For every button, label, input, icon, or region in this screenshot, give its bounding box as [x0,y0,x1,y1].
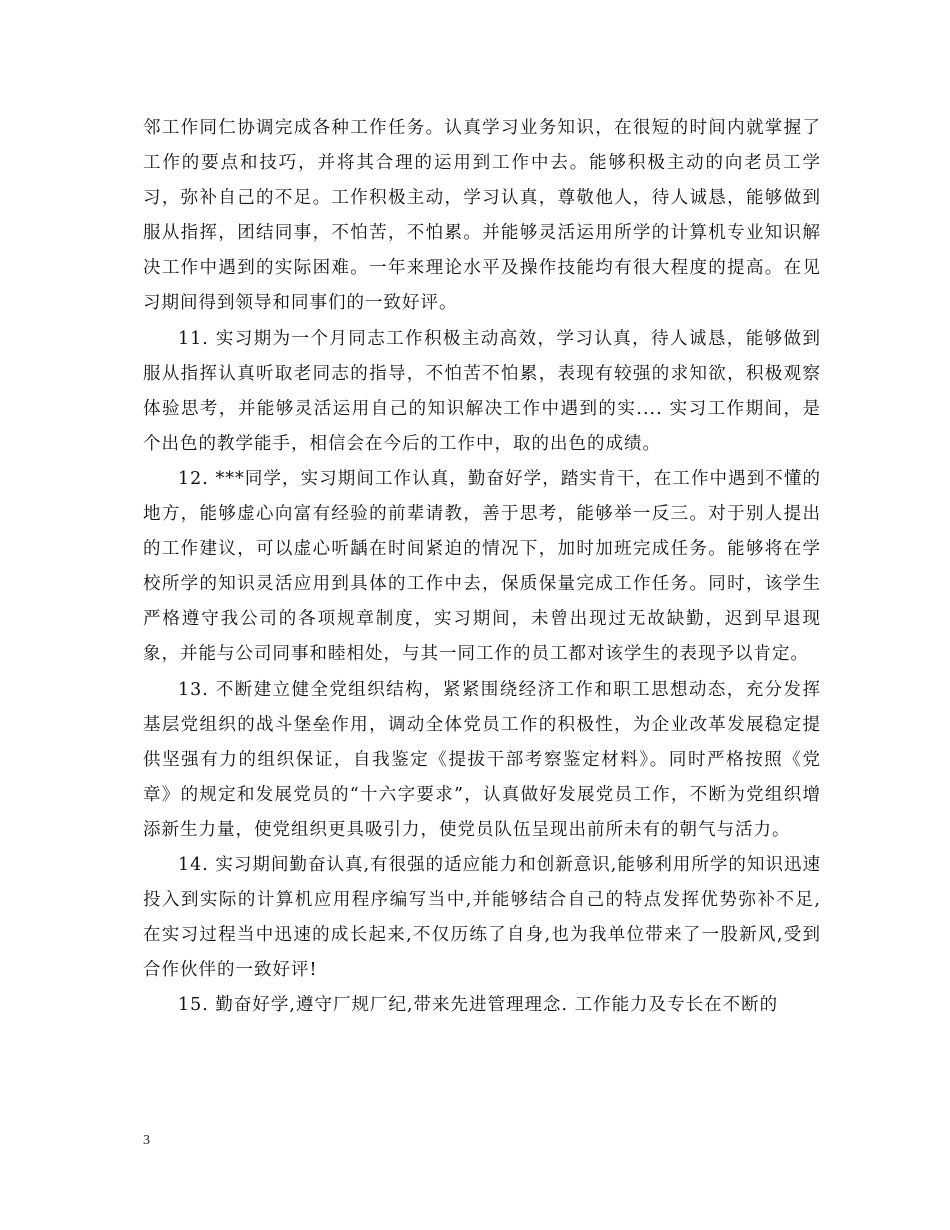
page-number: 3 [143,1133,150,1148]
paragraph-item-11: 11. 实习期为一个月同志工作积极主动高效，学习认真，待人诚恳，能够做到服从指挥认真听取老同志的指导，不怕苦不怕累，表现有较强的求知欲，积极观察体验思考，并能够灵活运用自己的知识解决工作中遇到的实.... 实习工作期间，是个出色的教学能手，相信会在今后的工作中，取的出色的成绩。 [143,328,821,454]
paragraph-item-14: 14. 实习期间勤奋认真,有很强的适应能力和创新意识,能够利用所学的知识迅速投入到实际的计算机应用程序编写当中,并能够结合自己的特点发挥优势弥补不足,在实习过程当中迅速的成长起来,不仅历练了自身,也为我单位带来了一股新风,受到合作伙伴的一致好评! [143,854,821,981]
paragraph-item-12: 12. ***同学，实习期间工作认真，勤奋好学，踏实肯干，在工作中遇到不懂的地方，能够虚心向富有经验的前辈请教，善于思考，能够举一反三。对于别人提出的工作建议，可以虚心听龋在时间紧迫的情况下，加时加班完成任务。能够将在学校所学的知识灵活应用到具体的工作中去，保质保量完成工作任务。同时，该学生严格遵守我公司的各项规章制度，实习期间，未曾出现过无故缺勤，迟到早退现象，并能与公司同事和睦相处，与其一同工作的员工都对该学生的表现予以肯定。 [143,468,821,665]
paragraph-continuation: 邻工作同仁协调完成各种工作任务。认真学习业务知识，在很短的时间内就掌握了工作的要点和技巧，并将其合理的运用到工作中去。能够积极主动的向老员工学习，弥补自己的不足。工作积极主动，学习认真，尊敬他人，待人诚恳，能够做到服从指挥，团结同事，不怕苦，不怕累。并能够灵活运用所学的计算机专业知识解决工作中遇到的实际困难。一年来理论水平及操作技能均有很大程度的提高。在见习期间得到领导和同事们的一致好评。 [143,118,821,314]
paragraph-item-15: 15. 勤奋好学,遵守厂规厂纪,带来先进管理理念. 工作能力及专长在不断的 [178,995,779,1016]
paragraph-item-13: 13. 不断建立健全党组织结构，紧紧围绕经济工作和职工思想动态，充分发挥基层党组织的战斗堡垒作用，调动全体党员工作的积极性，为企业改革发展稳定提供坚强有力的组织保证，自我鉴定《提拔干部考察鉴定材料》。同时严格按照《党章》的规定和发展党员的“十六字要求”，认真做好发展党员工作，不断为党组织增添新生力量，使党组织更具吸引力，使党员队伍呈现出前所未有的朝气与活力。 [143,679,821,840]
document-body [143,111,821,1023]
